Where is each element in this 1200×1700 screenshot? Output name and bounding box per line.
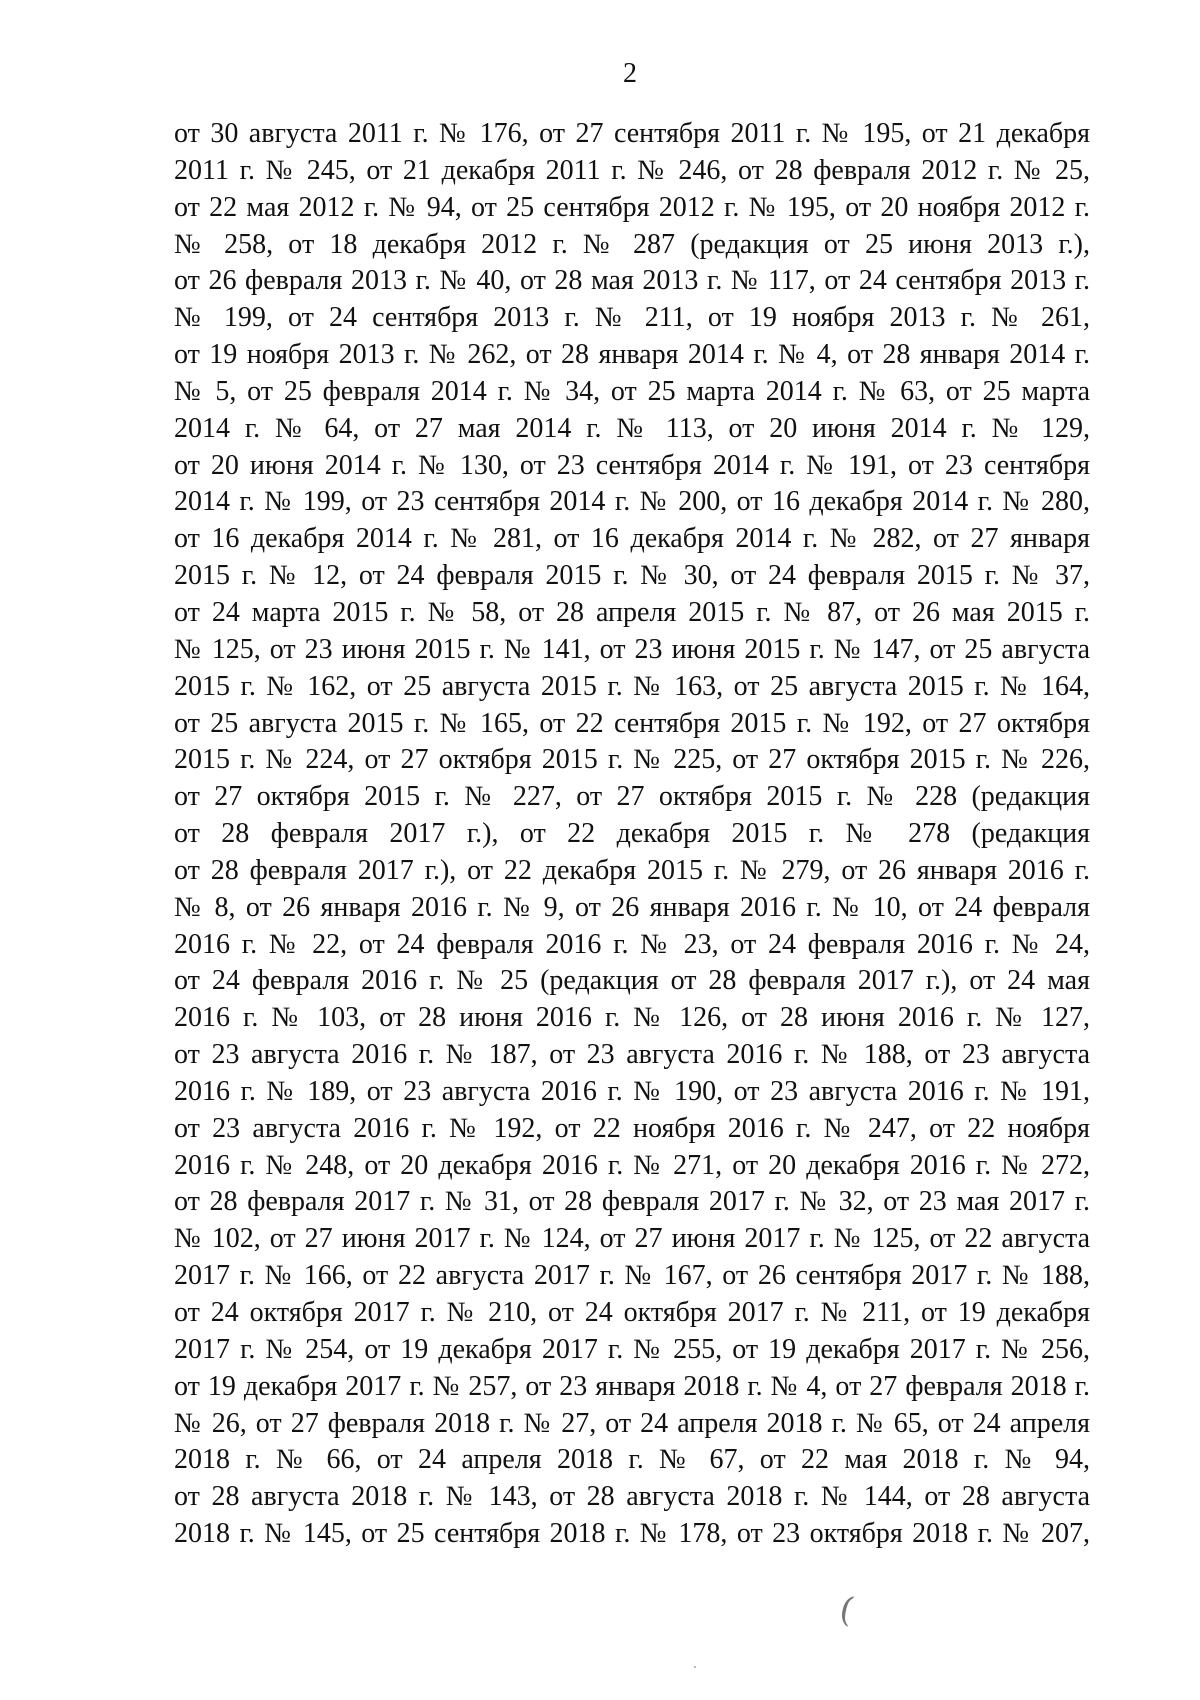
- text-line: от 24 марта 2015 г. № 58, от 28 апреля 2015 г. № 87, от 26 мая 2015 г.: [174, 596, 1090, 628]
- scan-speck: [694, 1666, 696, 1668]
- text-line: от 23 августа 2016 г. № 187, от 23 августа 2016 г. № 188, от 23 августа: [174, 1039, 1090, 1071]
- text-line: от 16 декабря 2014 г. № 281, от 16 декабря 2014 г. № 282, от 27 января: [174, 523, 1090, 555]
- text-line: от 19 ноября 2013 г. № 262, от 28 января 2014 г. № 4, от 28 января 2014 г.: [174, 339, 1090, 371]
- text-line: 2018 г. № 66, от 24 апреля 2018 г. № 67, от 22 мая 2018 г. № 94,: [174, 1444, 1090, 1476]
- text-line: от 28 февраля 2017 г.), от 22 декабря 2015 г. № 279, от 26 января 2016 г.: [174, 854, 1090, 886]
- text-line: 2016 г. № 22, от 24 февраля 2016 г. № 23, от 24 февраля 2016 г. № 24,: [174, 928, 1090, 960]
- text-line: № 8, от 26 января 2016 г. № 9, от 26 января 2016 г. № 10, от 24 февраля: [174, 891, 1090, 923]
- text-line: 2015 г. № 224, от 27 октября 2015 г. № 225, от 27 октября 2015 г. № 226,: [174, 744, 1090, 776]
- text-line: 2011 г. № 245, от 21 декабря 2011 г. № 246, от 28 февраля 2012 г. № 25,: [174, 154, 1090, 186]
- text-line: 2017 г. № 166, от 22 августа 2017 г. № 167, от 26 сентября 2017 г. № 188,: [174, 1260, 1090, 1292]
- text-line: от 25 августа 2015 г. № 165, от 22 сентября 2015 г. № 192, от 27 октября: [174, 707, 1090, 739]
- text-line: № 102, от 27 июня 2017 г. № 124, от 27 июня 2017 г. № 125, от 22 августа: [174, 1223, 1090, 1255]
- text-line: 2014 г. № 64, от 27 мая 2014 г. № 113, от 20 июня 2014 г. № 129,: [174, 412, 1090, 444]
- text-line: 2015 г. № 162, от 25 августа 2015 г. № 163, от 25 августа 2015 г. № 164,: [174, 670, 1090, 702]
- text-line: 2016 г. № 189, от 23 августа 2016 г. № 190, от 23 августа 2016 г. № 191,: [174, 1075, 1090, 1107]
- text-line: от 28 февраля 2017 г.), от 22 декабря 2015 г. № 278 (редакция: [174, 818, 1090, 850]
- text-line: № 5, от 25 февраля 2014 г. № 34, от 25 марта 2014 г. № 63, от 25 марта: [174, 375, 1090, 407]
- text-line: от 28 февраля 2017 г. № 31, от 28 февраля 2017 г. № 32, от 23 мая 2017 г.: [174, 1186, 1090, 1218]
- text-line: от 27 октября 2015 г. № 227, от 27 октября 2015 г. № 228 (редакция: [174, 781, 1090, 813]
- text-line: от 24 февраля 2016 г. № 25 (редакция от 28 февраля 2017 г.), от 24 мая: [174, 965, 1090, 997]
- text-line: от 30 августа 2011 г. № 176, от 27 сентября 2011 г. № 195, от 21 декабря: [174, 118, 1090, 149]
- text-line: от 19 декабря 2017 г. № 257, от 23 января 2018 г. № 4, от 27 февраля 2018 г.: [174, 1370, 1090, 1402]
- text-line: № 199, от 24 сентября 2013 г. № 211, от 19 ноября 2013 г. № 261,: [174, 302, 1090, 334]
- text-line: 2014 г. № 199, от 23 сентября 2014 г. № 200, от 16 декабря 2014 г. № 280,: [174, 486, 1090, 518]
- text-line: № 26, от 27 февраля 2018 г. № 27, от 24 апреля 2018 г. № 65, от 24 апреля: [174, 1407, 1090, 1439]
- page-number: 2: [623, 58, 637, 89]
- text-line: 2018 г. № 145, от 25 сентября 2018 г. № 178, от 23 октября 2018 г. № 207,: [174, 1518, 1090, 1550]
- text-line: от 20 июня 2014 г. № 130, от 23 сентября 2014 г. № 191, от 23 сентября: [174, 449, 1090, 481]
- text-line: от 24 октября 2017 г. № 210, от 24 октября 2017 г. № 211, от 19 декабря: [174, 1297, 1090, 1328]
- text-line: 2017 г. № 254, от 19 декабря 2017 г. № 255, от 19 декабря 2017 г. № 256,: [174, 1333, 1090, 1365]
- text-line: 2016 г. № 103, от 28 июня 2016 г. № 126, от 28 июня 2016 г. № 127,: [174, 1002, 1090, 1034]
- text-line: от 28 августа 2018 г. № 143, от 28 августа 2018 г. № 144, от 28 августа: [174, 1481, 1090, 1513]
- text-line: № 258, от 18 декабря 2012 г. № 287 (редакция от 25 июня 2013 г.),: [174, 228, 1090, 260]
- handwritten-mark: (: [835, 1589, 858, 1631]
- text-line: от 26 февраля 2013 г. № 40, от 28 мая 2013 г. № 117, от 24 сентября 2013 г.: [174, 265, 1090, 297]
- text-line: 2015 г. № 12, от 24 февраля 2015 г. № 30, от 24 февраля 2015 г. № 37,: [174, 560, 1090, 592]
- text-line: от 22 мая 2012 г. № 94, от 25 сентября 2012 г. № 195, от 20 ноября 2012 г.: [174, 191, 1090, 223]
- text-line: от 23 августа 2016 г. № 192, от 22 ноября 2016 г. № 247, от 22 ноября: [174, 1112, 1090, 1144]
- text-line: 2016 г. № 248, от 20 декабря 2016 г. № 271, от 20 декабря 2016 г. № 272,: [174, 1149, 1090, 1181]
- text-line: № 125, от 23 июня 2015 г. № 141, от 23 июня 2015 г. № 147, от 25 августа: [174, 633, 1090, 665]
- body-text: [174, 116, 1090, 1553]
